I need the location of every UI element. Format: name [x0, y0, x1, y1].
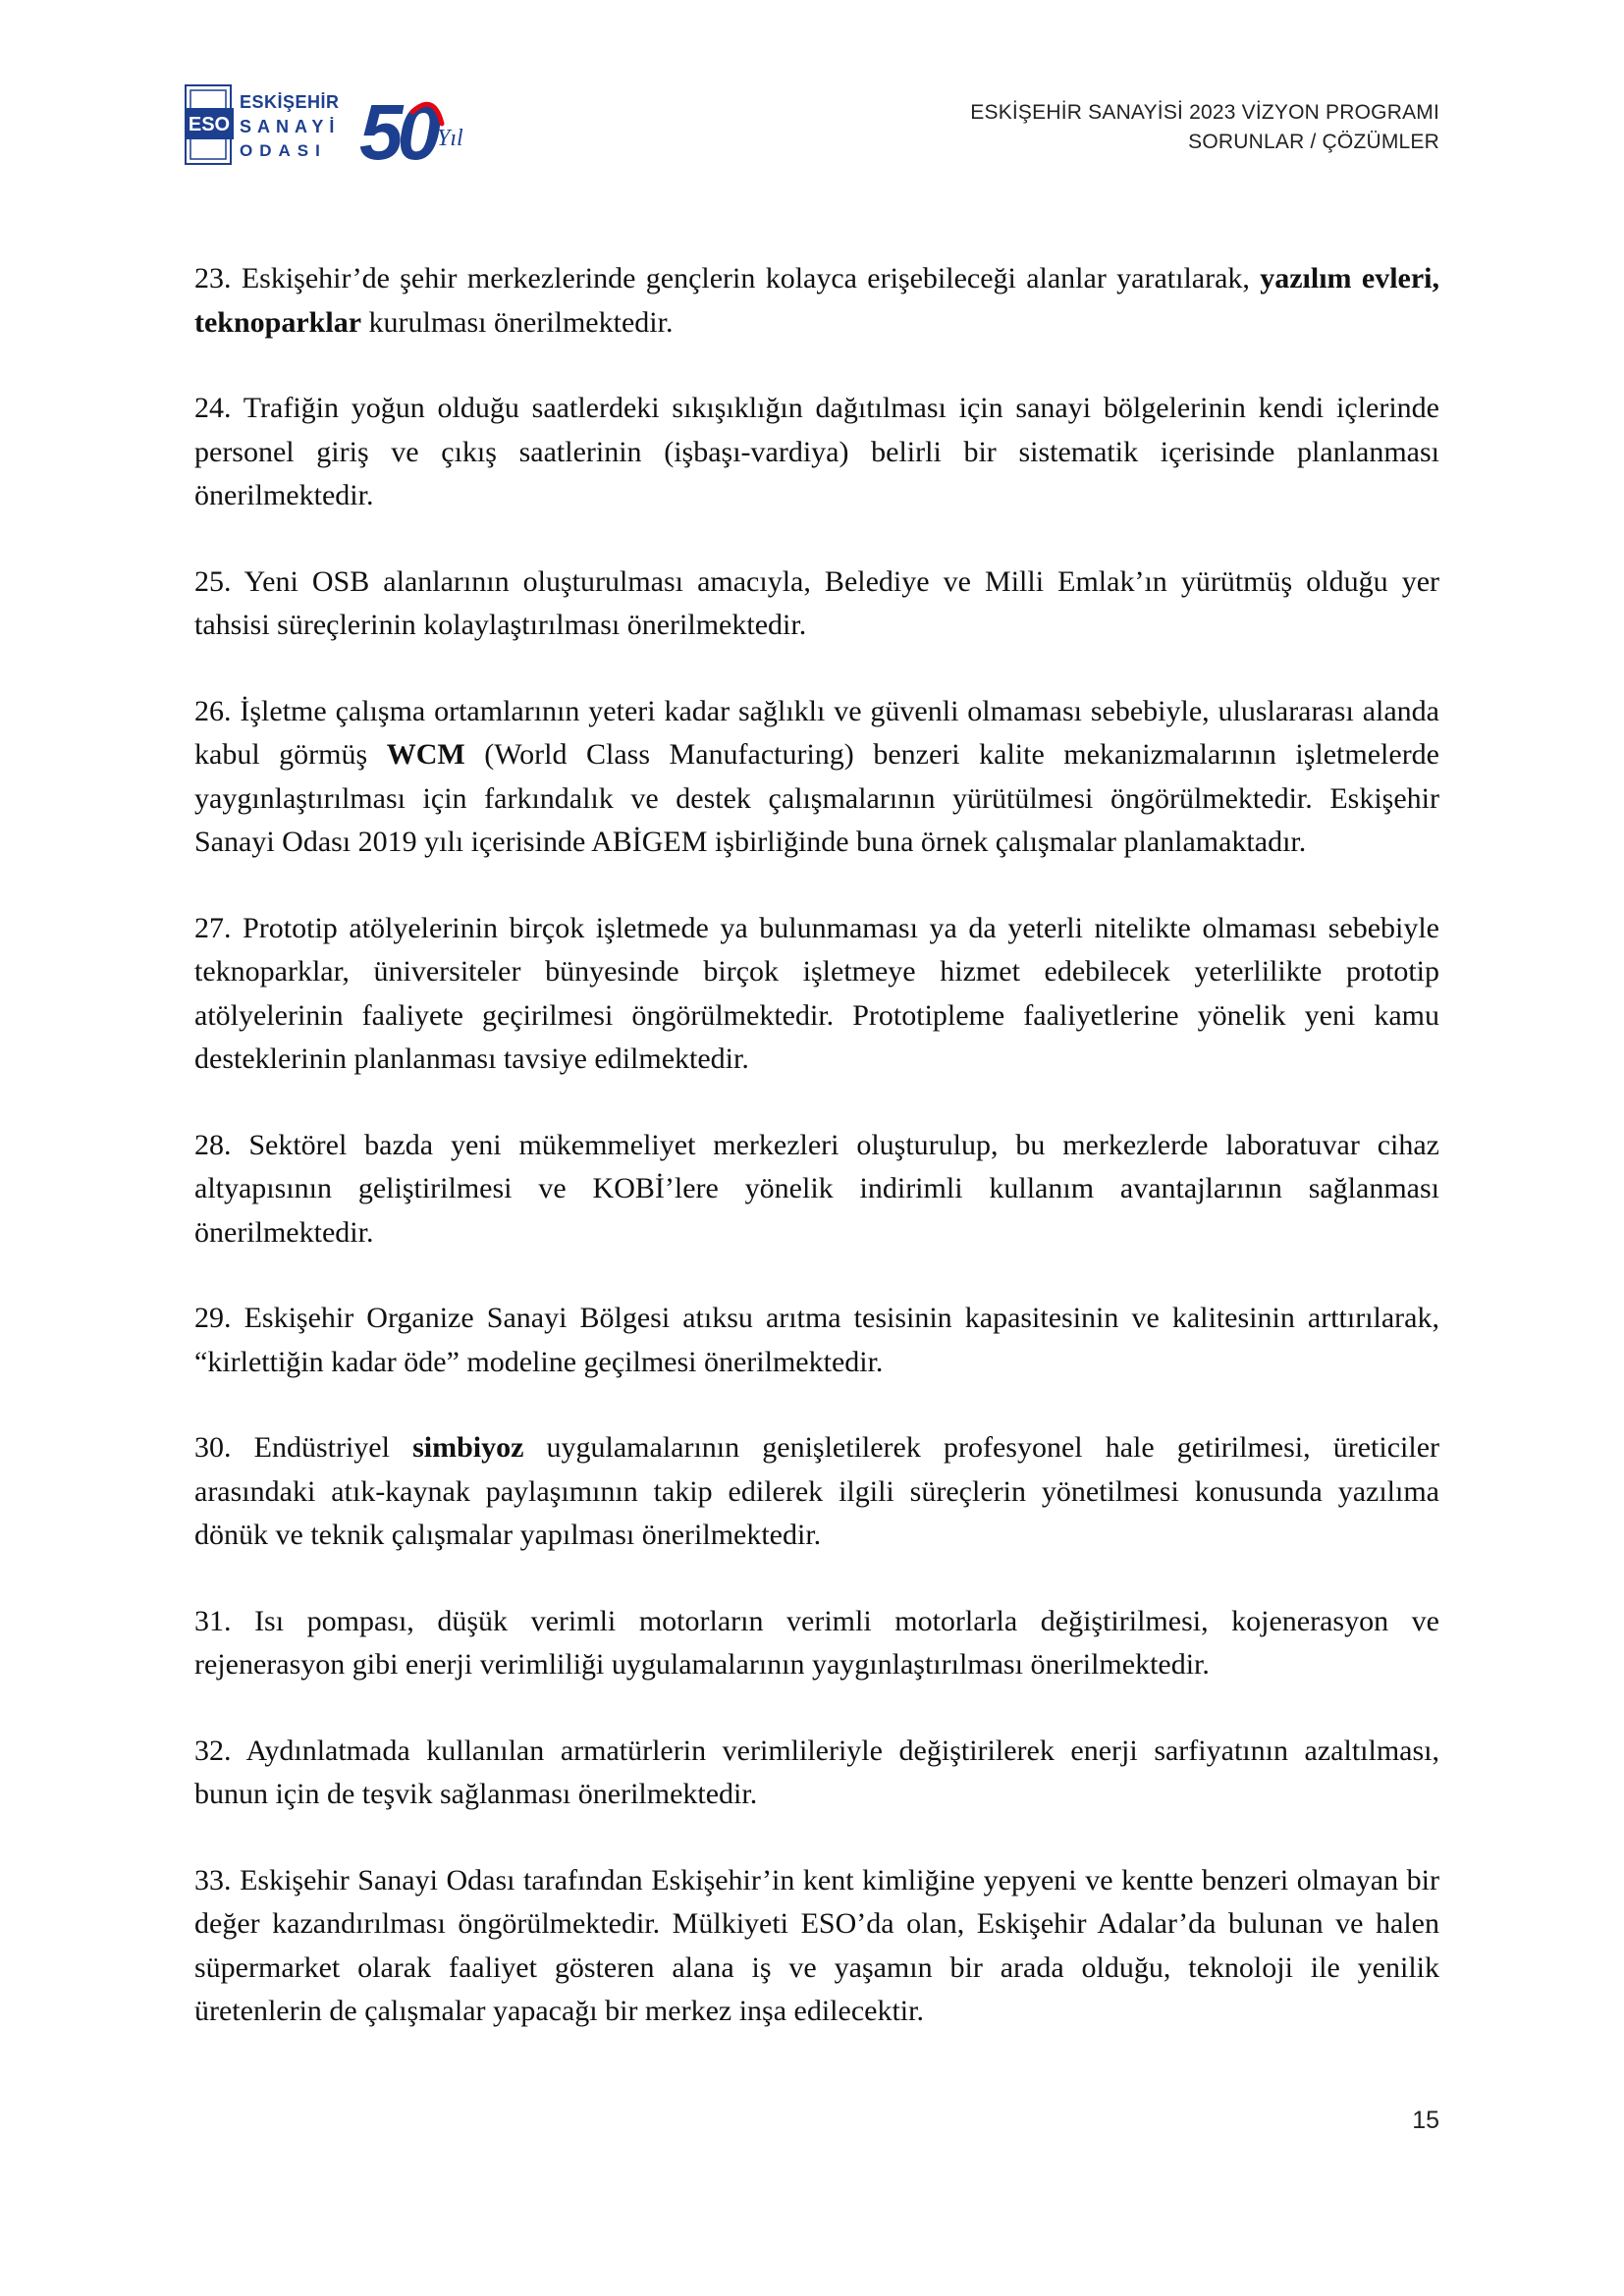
bold-text: yazılım evleri, teknoparklar [194, 262, 1439, 339]
logo-badge-text: ESO [188, 114, 231, 135]
paragraph-text: Eskişehir Sanayi Odası tarafından Eskişehir’in kent kimliğine yepyeni ve kentte benzeri olmayan bir değer kazandırılması öngörülmektedir. Mülkiyeti ESO’da olan, Eskişehir Adalar’da bulunan ve halen süpermarket olarak faaliyet gösteren alana iş ve yaşamın bir arada olduğu, teknoloji ile yenilik üretenlerin de çalışmalar yapacağı bir merkez inşa edilecektir. [194, 1863, 1439, 2027]
paragraph-text: (World Class Manufacturing) benzeri kalite mekanizmalarının işletmelerde yaygınlaştırılması için farkındalık ve destek çalışmalarının yürütülmesi öngörülmektedir. Eskişehir Sanayi Odası 2019 yılı içerisinde ABİGEM işbirliğinde buna örnek çalışmalar planlamaktadır. [194, 738, 1439, 858]
paragraph-number: 30. [194, 1431, 232, 1464]
paragraph-number: 23. [194, 262, 232, 294]
paragraph-number: 32. [194, 1734, 232, 1767]
paragraph-number: 26. [194, 694, 232, 727]
paragraph-text: Trafiğin yoğun olduğu saatlerdeki sıkışıklığın dağıtılması için sanayi bölgelerinin kendi içlerinde personel giriş ve çıkış saatlerinin (işbaşı-vardiya) belirli bir sistematik içerisinde planlanması önerilmektedir. [194, 392, 1439, 511]
numbered-paragraph [194, 1426, 1439, 1558]
numbered-paragraph [194, 690, 1439, 865]
paragraph-number: 24. [194, 392, 232, 424]
paragraph-text: İşletme çalışma ortamlarının yeteri kadar sağlıklı ve güvenli olmaması sebebiyle, uluslararası alanda kabul görmüş [194, 694, 1439, 771]
numbered-paragraph [194, 1297, 1439, 1384]
paragraph-number: 29. [194, 1302, 232, 1334]
logo-line-1: ESKİŞEHİR [240, 92, 340, 112]
numbered-paragraph [194, 1730, 1439, 1817]
logo-line-3: ODASI [240, 141, 327, 160]
logo-anniversary-number: 50 [359, 88, 435, 165]
paragraph-text: Eskişehir Organize Sanayi Bölgesi atıksu arıtma tesisinin kapasitesinin ve kalitesinin arttırılarak, “kirlettiğin kadar öde” modeline geçilmesi önerilmektedir. [194, 1302, 1439, 1378]
document-body [194, 257, 1439, 2076]
numbered-paragraph [194, 1600, 1439, 1687]
document-header [970, 98, 1439, 157]
paragraph-text: kurulması önerilmektedir. [361, 305, 674, 339]
bold-text: WCM [386, 738, 465, 771]
paragraph-text: Prototip atölyelerinin birçok işletmede ya bulunmaması ya da yeterli nitelikte olmaması sebebiyle teknoparklar, üniversiteler bünyesinde birçok işletmeye hizmet edebilecek yeterlilikte prototip atölyelerinin faaliyete geçirilmesi öngörülmektedir. Prototipleme faaliyetlerine yönelik yeni kamu desteklerinin planlanması tavsiye edilmektedir. [194, 911, 1439, 1075]
paragraph-text: uygulamalarının genişletilerek profesyonel hale getirilmesi, üreticiler arasındaki atık-kaynak paylaşımının takip edilerek ilgili süreçlerin yönetilmesi konusunda yazılıma dönük ve teknik çalışmalar yapılması önerilmektedir. [194, 1431, 1440, 1551]
logo-anniversary-word: Yıl [437, 126, 463, 151]
paragraph-number: 25. [194, 564, 232, 598]
paragraph-number: 31. [194, 1604, 232, 1637]
paragraph-text: Yeni OSB alanlarının oluşturulması amacıyla, Belediye ve Milli Emlak’ın yürütmüş olduğu yer tahsisi süreçlerinin kolaylaştırılması önerilmektedir. [194, 564, 1439, 641]
paragraph-number: 27. [194, 911, 232, 944]
numbered-paragraph [194, 561, 1439, 648]
paragraph-text: Eskişehir’de şehir merkezlerinde gençlerin kolayca erişebileceği alanlar yaratılarak, [231, 262, 1261, 294]
paragraph-number: 28. [194, 1128, 232, 1161]
logo-line-2: SANAYİ [240, 117, 341, 136]
numbered-paragraph [194, 1124, 1439, 1255]
eso-logo [185, 84, 479, 165]
bold-text: simbiyoz [412, 1431, 524, 1464]
header-title-line-2: SORUNLAR / ÇÖZÜMLER [1188, 131, 1439, 153]
paragraph-text: Aydınlatmada kullanılan armatürlerin verimlileriyle değiştirilerek enerji sarfiyatının azaltılması, bunun için de teşvik sağlanması önerilmektedir. [194, 1734, 1439, 1810]
paragraph-text: Isı pompası, düşük verimli motorların verimli motorlarla değiştirilmesi, kojenerasyon ve rejenerasyon gibi enerji verimliliği uygulamalarının yaygınlaştırılması önerilmektedir. [194, 1604, 1439, 1681]
numbered-paragraph [194, 907, 1439, 1082]
header-title-line-1: ESKİŞEHİR SANAYİSİ 2023 VİZYON PROGRAMI [970, 101, 1439, 124]
paragraph-number: 33. [194, 1863, 232, 1896]
numbered-paragraph [194, 387, 1439, 518]
numbered-paragraph [194, 1859, 1439, 2034]
page-number: 15 [1412, 2107, 1439, 2134]
numbered-paragraph [194, 257, 1439, 345]
paragraph-text: Sektörel bazda yeni mükemmeliyet merkezleri oluşturulup, bu merkezlerde laboratuvar cihaz altyapısının geliştirilmesi ve KOBİ’lere yönelik indirimli kullanım avantajlarının sağlanması önerilmektedir. [194, 1128, 1439, 1249]
paragraph-text: Endüstriyel [231, 1431, 413, 1464]
